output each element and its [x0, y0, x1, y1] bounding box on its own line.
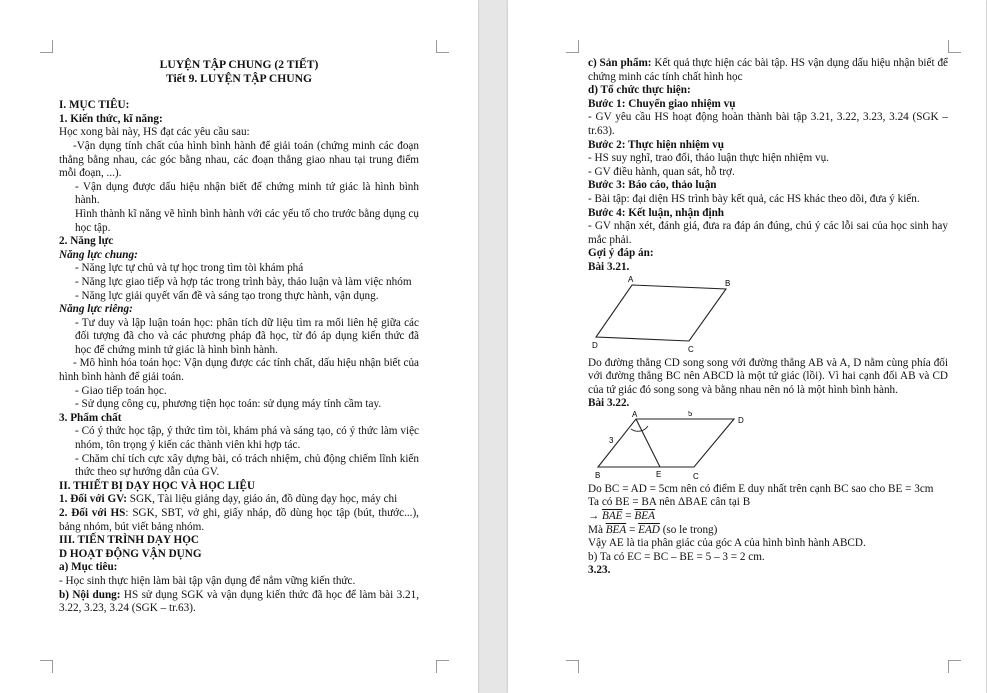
- crop-mark: [436, 660, 449, 673]
- vertex-label-a: A: [628, 274, 634, 284]
- subsection-heading: a) Mục tiêu:: [59, 561, 118, 574]
- paragraph: Học xong bài này, HS đạt các yêu cầu sau:: [59, 126, 250, 139]
- vertex-label-c: C: [693, 471, 699, 481]
- paragraph: Vậy AE là tia phân giác của góc A của hình bình hành ABCD.: [588, 537, 866, 550]
- paragraph: - Năng lực giải quyết vấn đề và sáng tạo trong thực hành, vận dụng.: [75, 289, 379, 302]
- exercise-heading: Bài 3.21.: [588, 260, 630, 273]
- paragraph: b) Ta có EC = BC – BE = 5 – 3 = 2 cm.: [588, 550, 765, 563]
- paragraph: -Vận dụng tính chất của hình bình hành để giải toán (chứng minh các đoạn thẳng bằng nhau, các góc bằng nhau, các đoạn thẳng giao nhau tại trung điểm mỗi đoạn, ...).: [59, 139, 419, 180]
- step-heading: Bước 3: Báo cáo, thảo luận: [588, 179, 717, 192]
- paragraph: [588, 57, 948, 84]
- paragraph: - Tư duy và lập luận toán học: phân tích dữ liệu tìm ra mối liên hệ giữa các đối tượng đã cho và các phương pháp đã học, từ đó áp dụng kiến thức đã học để chứng minh tứ giác là hình bình hành.: [75, 316, 419, 356]
- paragraph: - Sử dụng công cụ, phương tiện học toán: sử dụng máy tính cầm tay.: [75, 398, 382, 411]
- paragraph: - GV yêu cầu HS hoạt động hoàn thành bài tập 3.21, 3.22, 3.23, 3.24 (SGK – tr.63).: [588, 111, 948, 137]
- parallelogram-figure: [592, 275, 742, 357]
- paragraph: Do BC = AD = 5cm nên có điểm E duy nhất trên cạnh BC sao cho BE = 3cm: [588, 482, 934, 495]
- length-label-ad: 5: [688, 410, 693, 418]
- text: =: [622, 510, 635, 523]
- text: SGK, Tài liệu giảng dạy, giáo án, đồ dùng dạy học, máy chi: [126, 493, 398, 506]
- angle: $\overline{BAE}$: [601, 510, 623, 523]
- step-heading: Bước 4: Kết luận, nhận định: [588, 206, 725, 219]
- section-heading: I. MỤC TIÊU:: [59, 99, 130, 112]
- section-heading: III. TIẾN TRÌNH DẠY HỌC: [59, 534, 199, 547]
- crop-mark: [40, 40, 53, 53]
- vertex-label-d: D: [592, 340, 598, 350]
- paragraph: - Mô hình hóa toán học: Vận dụng được các tính chất, dấu hiệu nhận biết của hình bình hành để giải toán.: [59, 357, 419, 384]
- subsection-heading: 1. Kiến thức, kĩ năng:: [59, 112, 163, 125]
- crop-mark: [566, 660, 579, 673]
- label: 2. Đối với HS: [59, 507, 126, 519]
- vertex-label-a: A: [632, 410, 638, 419]
- paragraph: - Học sinh thực hiện làm bài tập vận dụng để nắm vững kiến thức.: [59, 574, 356, 587]
- step-heading: Bước 2: Thực hiện nhiệm vụ: [588, 138, 724, 151]
- lesson-title: LUYỆN TẬP CHUNG (2 TIẾT): [159, 58, 319, 71]
- page-right: [508, 0, 986, 693]
- text: →: [588, 510, 602, 523]
- paragraph: - Năng lực tự chủ và tự học trong tìm tòi khám phá: [75, 262, 304, 275]
- paragraph: [59, 493, 419, 507]
- subsection-heading: 2. Năng lực: [59, 235, 114, 248]
- text: : SGK, SBT, vở ghi, giấy nháp, đồ dùng học tập (bút, thước...), bảng nhóm, bút viết bảng nhóm.: [59, 507, 419, 533]
- paragraph: - Có ý thức học tập, ý thức tìm tòi, khám phá và sáng tạo, có ý thức làm việc nhóm, tôn trọng ý kiến các thành viên khi hợp tác.: [75, 425, 419, 452]
- vertex-label-b: B: [595, 470, 601, 480]
- vertex-label-e: E: [656, 469, 662, 479]
- text: Mà: [588, 523, 606, 536]
- crop-mark: [40, 660, 53, 673]
- crop-mark: [566, 40, 579, 53]
- text: =: [626, 523, 639, 536]
- paragraph: [59, 507, 419, 534]
- length-label-ab: 3: [609, 435, 614, 445]
- paragraph: - Năng lực giao tiếp và hợp tác trong trình bày, thảo luận và làm việc nhóm: [75, 275, 412, 288]
- step-heading: Bước 1: Chuyển giao nhiệm vụ: [588, 97, 736, 110]
- paragraph: [59, 589, 419, 616]
- page-left: [0, 0, 478, 693]
- label: 1. Đối với GV:: [59, 493, 127, 506]
- paragraph: - Chăm chỉ tích cực xây dựng bài, có trách nhiệm, chủ động chiếm lĩnh kiến thức theo sự hướng dẫn của GV.: [75, 452, 419, 479]
- exercise-heading: Bài 3.22.: [588, 397, 630, 410]
- crop-mark: [436, 40, 449, 53]
- paragraph: Do đường thẳng CD song song với đường thẳng AB và A, D nằm cùng phía đối với đường thẳng BC nên ABCD là một tứ giác (lồi). Vì hai cạnh đối AB và CD của tứ giác đó song song và bằng nhau nên nó là một hình bình hành.: [588, 356, 948, 396]
- paragraph: - HS suy nghĩ, trao đổi, thảo luận thực hiện nhiệm vụ.: [588, 152, 829, 165]
- vertex-label-c: C: [688, 344, 694, 354]
- label: c) Sản phẩm:: [588, 57, 652, 69]
- section-heading: II. THIẾT BỊ DẠY HỌC VÀ HỌC LIỆU: [59, 479, 256, 492]
- crop-mark: [948, 40, 961, 53]
- subsection-heading: 3. Phẩm chất: [59, 411, 122, 424]
- label: b) Nội dung:: [59, 588, 121, 601]
- paragraph: [588, 524, 948, 538]
- vertex-label-d: D: [738, 415, 744, 425]
- right-content: [588, 57, 948, 578]
- subsection-heading: Năng lực riêng:: [59, 303, 133, 316]
- angle: $\overline{EAD}$: [638, 523, 660, 536]
- paragraph: - GV nhận xét, đánh giá, đưa ra đáp án đúng, chú ý các lỗi sai của học sinh hay mắc phải.: [588, 220, 948, 246]
- paragraph: Ta có BE = BA nên ΔBAE cân tại B: [588, 496, 751, 509]
- text: Kết quả thực hiện các bài tập. HS vận dụng dấu hiệu nhận biết để chứng minh các tính chất hình học: [588, 57, 949, 83]
- text: (so le trong): [659, 523, 718, 536]
- subsection-heading: Năng lực chung:: [59, 248, 138, 261]
- left-content: [59, 58, 419, 616]
- text: HS sử dụng SGK và vận dụng kiến thức đã học để làm bài 3.21, 3.22, 3.23, 3.24 (SGK – tr.63).: [59, 588, 419, 615]
- angle: $\overline{BEA}$: [605, 523, 627, 536]
- paragraph: - Giao tiếp toán học.: [75, 384, 167, 397]
- angle: $\overline{BEA}$: [634, 510, 655, 523]
- subsection-heading: Gợi ý đáp án:: [588, 247, 654, 260]
- paragraph: - GV điều hành, quan sát, hỗ trợ.: [588, 165, 735, 178]
- paragraph: - Vận dụng được dấu hiệu nhận biết để chứng minh tứ giác là hình bình hành.: [75, 180, 419, 207]
- vertex-label-b: B: [725, 278, 731, 288]
- parallelogram-bisector-figure: [592, 411, 752, 483]
- lesson-subtitle: Tiết 9. LUYỆN TẬP CHUNG: [165, 71, 313, 85]
- crop-mark: [948, 660, 961, 673]
- exercise-heading: 3.23.: [588, 564, 611, 577]
- paragraph: [588, 510, 948, 524]
- subsection-heading: d) Tổ chức thực hiện:: [588, 84, 691, 97]
- section-heading: D HOẠT ĐỘNG VẬN DỤNG: [59, 547, 202, 560]
- paragraph: Hình thành kĩ năng vẽ hình bình hành với các yếu tố cho trước bằng dụng cụ học tập.: [75, 207, 419, 234]
- paragraph: - Bài tập: đại diện HS trình bày kết quả, các HS khác theo dõi, đưa ý kiến.: [588, 192, 920, 205]
